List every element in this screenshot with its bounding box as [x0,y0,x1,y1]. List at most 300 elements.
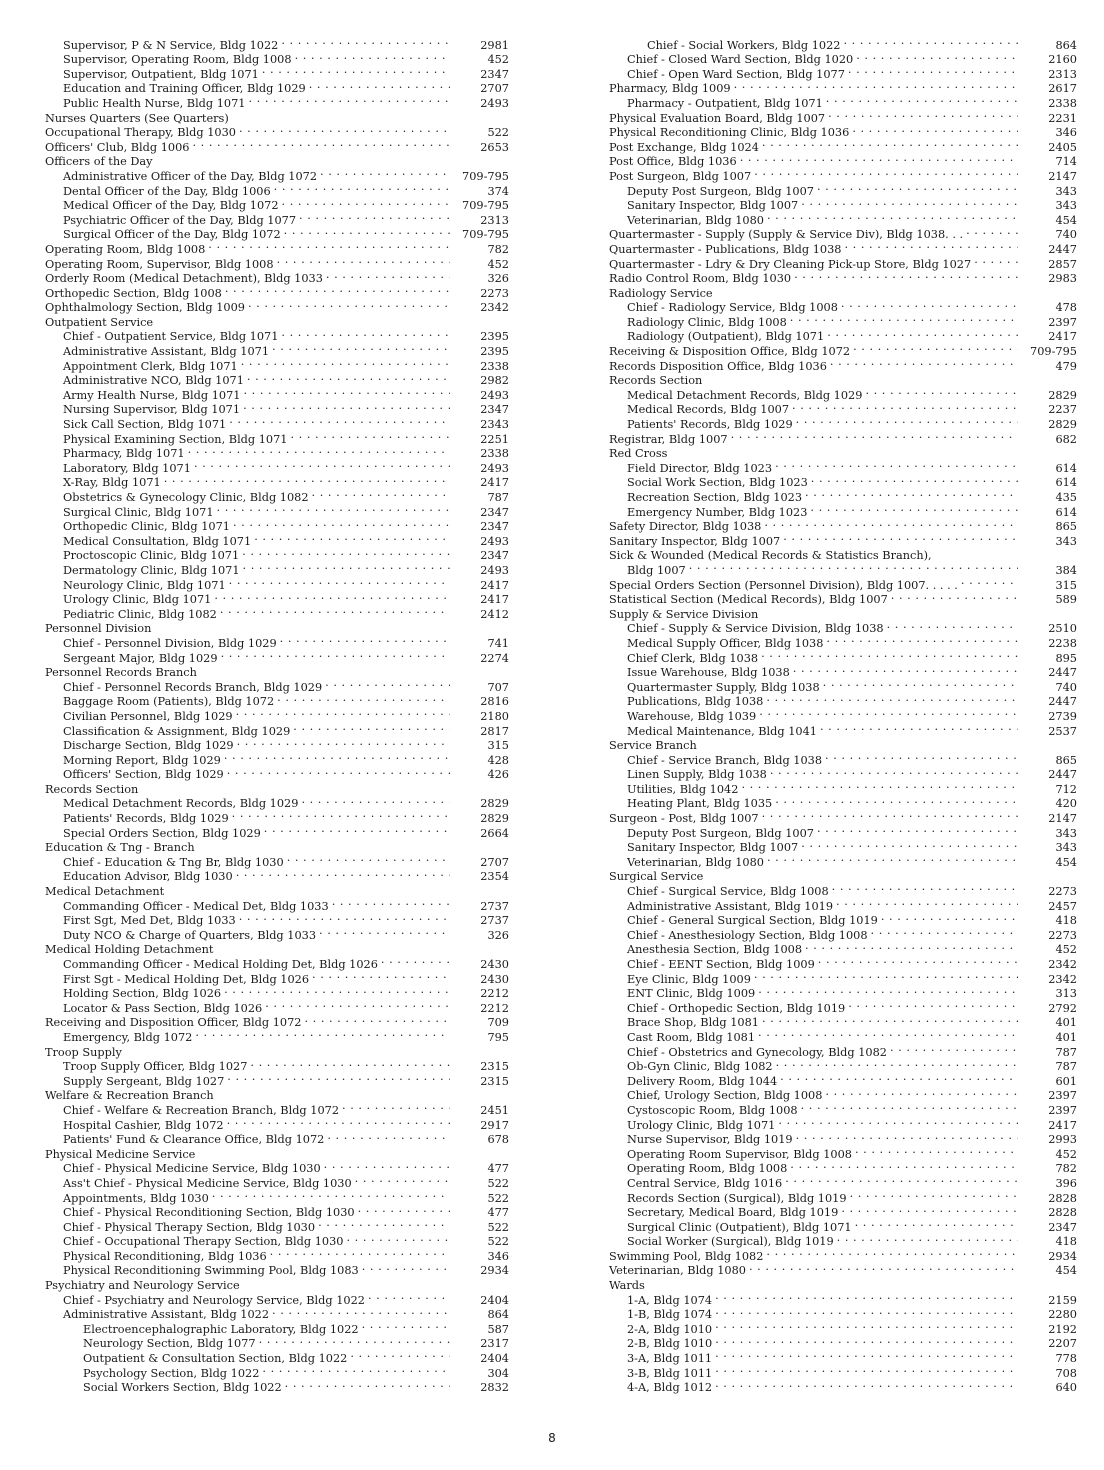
entry-label: Radiology Clinic, Bldg 1008 [627,315,787,329]
dot-leader [241,355,450,370]
entry-label: Officers' Section, Bldg 1029 [63,768,224,782]
dot-leader [217,501,450,516]
entry-label: Social Workers Section, Bldg 1022 [83,1381,282,1395]
phone-extension: 2451 [480,1103,509,1117]
entry-label: Physical Medicine Service [45,1147,196,1161]
dot-leader [309,78,450,93]
entry-label: Orthopedic Clinic, Bldg 1071 [63,520,230,534]
entry-label: Chief - Physical Therapy Section, Bldg 1030 [63,1220,316,1234]
dot-leader [368,1289,450,1304]
dot-leader [243,399,450,414]
dot-leader [670,443,1074,458]
phone-extension: 640 [1055,1381,1077,1395]
entry-label: Records Section [45,782,139,796]
phone-extension: 2983 [1048,272,1077,286]
dot-leader [761,647,1018,662]
dot-leader [966,224,1018,239]
entry-label: Veterinarian, Bldg 1080 [609,1264,746,1278]
phone-extension: 477 [487,1206,509,1220]
phone-extension: 2981 [480,38,509,52]
entry-label: Psychiatry and Neurology Service [45,1279,240,1293]
entry-label: First Sgt, Med Det, Bldg 1033 [63,914,236,928]
phone-extension: 2493 [480,461,509,475]
dot-leader [715,1362,1018,1377]
entry-label: Education & Tng - Branch [45,841,195,855]
entry-label: Supervisor, P & N Service, Bldg 1022 [63,38,279,52]
dot-leader [855,1143,1018,1158]
entry-label: Locator & Pass Section, Bldg 1026 [63,1001,263,1015]
dot-leader [324,1158,450,1173]
directory-left-column [45,34,509,1395]
dot-leader [214,589,450,604]
entry-label: Surgeon - Post, Bldg 1007 [609,812,759,826]
phone-extension: 418 [1055,914,1077,928]
phone-extension: 452 [487,257,509,271]
phone-extension: 2493 [480,563,509,577]
entry-label: 4-A, Bldg 1012 [627,1381,713,1395]
dot-leader [200,662,506,677]
entry-label: Psychiatric Officer of the Day, Bldg 1077 [63,213,297,227]
phone-extension: 782 [1055,1162,1077,1176]
phone-extension: 2934 [480,1264,509,1278]
entry-label: Administrative Assistant, Bldg 1022 [63,1308,270,1322]
dot-leader [243,384,450,399]
phone-extension: 587 [487,1322,509,1336]
phone-extension: 614 [1055,461,1077,475]
entry-label: Commanding Officer - Medical Holding Det, Bldg 1026 [63,958,378,971]
dot-leader [167,880,506,895]
entry-label: Public Health Nurse, Bldg 1071 [63,96,246,110]
phone-extension: 426 [487,768,509,782]
dot-leader [767,851,1018,866]
phone-extension: 2347 [480,505,509,519]
dot-leader [362,1318,450,1333]
phone-extension: 708 [1055,1366,1077,1380]
phone-extension: 865 [1055,520,1077,534]
dot-leader [841,297,1018,312]
entry-label: Holding Section, Bldg 1026 [63,987,222,1001]
dot-leader [706,866,1074,881]
entry-label: Administrative Officer of the Day, Bldg 1072 [63,169,318,183]
entry-label: Urology Clinic, Bldg 1071 [63,593,212,607]
dot-leader [239,910,450,925]
entry-label: Physical Reconditioning Clinic, Bldg 1036 [609,126,850,140]
entry-label: Post Exchange, Bldg 1024 [609,140,759,154]
phone-extension: 2347 [480,549,509,563]
phone-extension: 682 [1055,432,1077,446]
entry-label: Medical Maintenance, Bldg 1041 [627,724,817,738]
entry-label: Urology Clinic, Bldg 1071 [627,1118,776,1132]
phone-extension: 709-795 [462,199,509,213]
dot-leader [805,486,1018,501]
entry-label: Radiology (Outpatient), Bldg 1071 [627,330,825,344]
phone-extension: 2273 [1048,928,1077,942]
dot-leader [801,1099,1018,1114]
phone-extension: 782 [487,242,509,256]
entry-label: Occupational Therapy, Bldg 1030 [45,126,236,140]
phone-extension: 2347 [1048,1220,1077,1234]
entry-label: Administrative NCO, Bldg 1071 [63,374,244,388]
dot-leader [304,1012,450,1027]
dot-leader [801,195,1018,210]
dot-leader [318,1216,450,1231]
phone-extension: 2737 [480,914,509,928]
dot-leader [208,238,450,253]
phone-extension: 343 [1055,184,1077,198]
entry-label: Administrative Assistant, Bldg 1019 [627,899,834,913]
dot-leader [766,1245,1018,1260]
phone-extension: 2934 [1048,1249,1077,1263]
entry-label: Electroencephalographic Laboratory, Bldg 1022 [83,1322,359,1336]
dot-leader [758,1026,1018,1041]
dot-leader [156,151,506,166]
dot-leader [715,1304,1018,1319]
entry-label: Ass't Chief - Physical Medicine Service, Bldg 1030 [63,1176,352,1190]
dot-leader [195,1026,450,1041]
phone-extension: 2832 [480,1381,509,1395]
dot-leader [776,1056,1018,1071]
phone-extension: 2237 [1048,403,1077,417]
dot-leader [754,165,1018,180]
entry-label: Operating Room, Supervisor, Bldg 1008 [45,257,274,271]
dot-leader [852,122,1018,137]
dot-leader [817,822,1018,837]
entry-label: Dental Officer of the Day, Bldg 1006 [63,184,271,198]
phone-extension: 418 [1055,1235,1077,1249]
dot-leader [793,662,1018,677]
dot-leader [198,1143,506,1158]
phone-extension: 787 [1055,1045,1077,1059]
dot-leader [227,1070,450,1085]
phone-extension: 2273 [1048,885,1077,899]
dot-leader [818,953,1018,968]
dot-leader [767,209,1018,224]
phone-extension: 479 [1055,359,1077,373]
entry-label: Social Work Section, Bldg 1023 [627,476,808,490]
phone-extension: 2347 [480,403,509,417]
phone-extension: 2493 [480,534,509,548]
entry-label: Secretary, Medical Board, Bldg 1019 [627,1206,839,1220]
entry-label: Sanitary Inspector, Bldg 1007 [609,534,781,548]
directory-entry [609,457,1077,475]
entry-label: Red Cross [609,447,668,461]
entry-label: Field Director, Bldg 1023 [627,461,773,475]
entry-label: Ob-Gyn Clinic, Bldg 1082 [627,1060,773,1074]
entry-label: Quartermaster - Publications, Bldg 1038 [609,242,842,256]
dot-leader [325,676,450,691]
entry-label: Chief - General Surgical Section, Bldg 1019 [627,914,878,928]
entry-label: Veterinarian, Bldg 1080 [627,855,764,869]
entry-label: Chief - Education & Tng Br, Bldg 1030 [63,855,284,869]
dot-leader [825,749,1018,764]
phone-extension: 2857 [1048,257,1077,271]
dot-leader [236,866,450,881]
phone-extension: 2395 [480,330,509,344]
entry-label: Appointments, Bldg 1030 [63,1191,209,1205]
phone-extension: 2447 [1048,242,1077,256]
dot-leader [754,968,1018,983]
phone-extension: 315 [487,739,509,753]
entry-label: Receiving and Disposition Officer, Bldg 1072 [45,1016,302,1030]
dot-leader [327,1129,450,1144]
entry-label: Utilities, Bldg 1042 [627,782,739,796]
phone-extension: 452 [487,53,509,67]
dot-leader [194,457,450,472]
phone-extension: 2828 [1048,1206,1077,1220]
dot-leader [243,1274,506,1289]
phone-extension: 343 [1055,534,1077,548]
dot-leader [715,1377,1018,1392]
dot-leader [770,764,1018,779]
dot-leader [790,311,1018,326]
dot-leader [648,1274,1074,1289]
entry-label: 3-A, Bldg 1011 [627,1352,713,1366]
phone-extension: 2917 [480,1118,509,1132]
entry-label: Statistical Section (Medical Records), Bldg 1007 [609,593,888,607]
entry-label: Chief Clerk, Bldg 1038 [627,651,759,665]
phone-extension: 2313 [1048,67,1077,81]
phone-extension: 477 [487,1162,509,1176]
directory-heading [609,443,1077,461]
dot-leader [295,49,450,64]
dot-leader [810,501,1018,516]
phone-extension: 2347 [480,520,509,534]
dot-leader [811,472,1018,487]
dot-leader [355,1172,450,1187]
phone-extension: 2280 [1048,1308,1077,1322]
entry-label: Medical Supply Officer, Bldg 1038 [627,636,824,650]
phone-extension: 384 [1055,563,1077,577]
phone-extension: 601 [1055,1074,1077,1088]
entry-label: Education and Training Officer, Bldg 1029 [63,82,306,96]
dot-leader [817,180,1018,195]
dot-leader [828,107,1018,122]
entry-label: Anesthesia Section, Bldg 1008 [627,943,803,957]
dot-leader [259,1333,450,1348]
phone-extension: 522 [487,1176,509,1190]
dot-leader [236,705,450,720]
dot-leader [216,939,506,954]
entry-label: Outpatient & Consultation Section, Bldg 1022 [83,1352,348,1366]
dot-leader [212,1187,450,1202]
dot-leader [974,253,1018,268]
dot-leader [759,705,1018,720]
phone-extension: 2212 [480,1001,509,1015]
phone-extension: 2829 [480,812,509,826]
entry-label: Psychology Section, Bldg 1022 [83,1366,260,1380]
dot-leader [299,209,450,224]
dot-leader [243,559,450,574]
entry-label: Chief - Surgical Service, Bldg 1008 [627,885,829,899]
phone-extension: 714 [1055,155,1077,169]
entry-label: Administrative Assistant, Bldg 1071 [63,345,270,359]
entry-label: Classification & Assignment, Bldg 1029 [63,724,291,738]
dot-leader [823,676,1018,691]
phone-extension: 2430 [480,958,509,971]
dot-leader [705,370,1074,385]
phone-extension: 895 [1055,651,1077,665]
entry-label: Nursing Supervisor, Bldg 1071 [63,403,241,417]
entry-label: Commanding Officer - Medical Det, Bldg 1033 [63,899,329,913]
dot-leader [277,253,450,268]
dot-leader [274,180,450,195]
phone-extension: 740 [1055,680,1077,694]
dot-leader [762,1012,1018,1027]
entry-label: Chief - Open Ward Section, Bldg 1077 [627,67,845,81]
phone-extension: 2273 [480,286,509,300]
dot-leader [761,603,1074,618]
entry-label: Quartermaster - Supply (Supply & Service Div), Bldg 1038. . . [609,228,964,242]
page-number: 8 [548,1431,556,1445]
dot-leader [287,851,450,866]
phone-extension: 2457 [1048,899,1077,913]
dot-leader [848,63,1018,78]
dot-leader [841,1202,1018,1217]
entry-label: Chief, Urology Section, Bldg 1008 [627,1089,823,1103]
phone-extension: 326 [487,928,509,942]
dot-leader [237,735,450,750]
entry-label: Heating Plant, Bldg 1035 [627,797,773,811]
dot-leader [801,837,1018,852]
phone-extension: 2417 [480,476,509,490]
dot-leader [285,1377,450,1392]
dot-leader [890,1041,1018,1056]
dot-leader [805,939,1018,954]
phone-extension: 2342 [1048,972,1077,986]
entry-label: ENT Clinic, Bldg 1009 [627,987,756,1001]
entry-label: Hospital Cashier, Bldg 1072 [63,1118,224,1132]
entry-label: Officers' Club, Bldg 1006 [45,140,190,154]
phone-extension: 452 [1055,1147,1077,1161]
entry-label: Supply Sergeant, Bldg 1027 [63,1074,225,1088]
phone-extension: 2207 [1048,1337,1077,1351]
phone-extension: 2274 [480,651,509,665]
directory-entry [45,34,509,52]
dot-leader [272,340,450,355]
entry-label: Orderly Room (Medical Detachment), Bldg 1033 [45,272,323,286]
phone-extension: 2417 [480,578,509,592]
phone-extension: 2707 [480,82,509,96]
entry-label: Chief - Occupational Therapy Section, Bldg 1030 [63,1235,344,1249]
entry-label: Chief - Outpatient Service, Bldg 1071 [63,330,279,344]
entry-label: Brace Shop, Bldg 1081 [627,1016,759,1030]
entry-label: Supervisor, Outpatient, Bldg 1071 [63,67,259,81]
phone-extension: 2447 [1048,666,1077,680]
dot-leader [188,443,450,458]
phone-extension: 589 [1055,593,1077,607]
dot-leader [775,457,1018,472]
dot-leader [293,720,450,735]
dot-leader [961,574,1018,589]
entry-label: Appointment Clerk, Bldg 1071 [63,359,238,373]
phone-extension: 709 [487,1016,509,1030]
dot-leader [264,822,450,837]
entry-label: Chief - Psychiatry and Neurology Service, Bldg 1022 [63,1293,365,1307]
dot-leader [154,618,506,633]
dot-leader [845,238,1019,253]
dot-leader [229,574,450,589]
phone-extension: 343 [1055,826,1077,840]
dot-leader [198,837,506,852]
dot-leader [826,632,1018,647]
entry-label: Medical Detachment Records, Bldg 1029 [627,388,863,402]
dot-leader [156,311,506,326]
dot-leader [320,165,450,180]
entry-label: Social Worker (Surgical), Bldg 1019 [627,1235,834,1249]
directory-right-column [609,34,1077,1395]
entry-label: Patients' Records, Bldg 1029 [63,812,229,826]
entry-label: Operating Room Supervisor, Bldg 1008 [627,1147,852,1161]
dot-leader [716,282,1074,297]
entry-label: Surgical Clinic (Outpatient), Bldg 1071 [627,1220,852,1234]
dot-leader [715,1318,1018,1333]
entry-label: 2-A, Bldg 1010 [627,1322,713,1336]
phone-extension: 2354 [480,870,509,884]
entry-label: Nurse Supervisor, Bldg 1019 [627,1133,793,1147]
phone-extension: 740 [1055,228,1077,242]
dot-leader [855,1216,1018,1231]
directory-entry [609,1289,1077,1307]
entry-label: Baggage Room (Patients), Bldg 1072 [63,695,275,709]
entry-label: Supply & Service Division [609,607,759,621]
phone-extension: 2707 [480,855,509,869]
entry-label: Neurology Section, Bldg 1077 [83,1337,256,1351]
entry-label: Chief - Physical Reconditioning Section, Bldg 1030 [63,1206,355,1220]
phone-extension: 2192 [1048,1322,1077,1336]
entry-label: Deputy Post Surgeon, Bldg 1007 [627,184,814,198]
entry-label: Dermatology Clinic, Bldg 1071 [63,563,240,577]
phone-extension: 795 [487,1030,509,1044]
phone-extension: 2617 [1048,82,1077,96]
dot-leader [887,618,1018,633]
dot-leader [785,1172,1018,1187]
entry-label: Chief - EENT Section, Bldg 1009 [627,958,815,971]
dot-leader [790,1158,1018,1173]
entry-label: Quartermaster - Ldry & Dry Cleaning Pick-up Store, Bldg 1027 [609,257,972,271]
dot-leader [281,326,450,341]
dot-leader [362,1260,450,1275]
entry-label: 2-B, Bldg 1010 [627,1337,713,1351]
dot-leader [242,545,450,560]
phone-extension: 2417 [1048,1118,1077,1132]
entry-label: Nurses Quarters (See Quarters) [45,111,229,125]
phone-extension: 2828 [1048,1191,1077,1205]
dot-leader [715,1289,1018,1304]
entry-label: Welfare & Recreation Branch [45,1089,214,1103]
dot-leader [224,983,450,998]
phone-extension: 315 [1055,578,1077,592]
phone-extension: 2231 [1048,111,1077,125]
entry-label: Medical Records, Bldg 1007 [627,403,790,417]
phone-extension: 2447 [1048,695,1077,709]
dot-leader [250,1056,450,1071]
dot-leader [346,1231,450,1246]
phone-extension: 864 [1055,38,1077,52]
phone-extension: 787 [1055,1060,1077,1074]
entry-label: Sanitary Inspector, Bldg 1007 [627,199,799,213]
dot-leader [820,720,1018,735]
dot-leader [233,516,450,531]
dot-leader [935,545,1074,560]
entry-label: Physical Evaluation Board, Bldg 1007 [609,111,826,125]
entry-label: Chief - Radiology Service, Bldg 1008 [627,301,838,315]
dot-leader [342,1099,450,1114]
dot-leader [830,355,1018,370]
dot-leader [856,49,1018,64]
phone-extension: 2147 [1048,812,1077,826]
dot-leader [826,92,1018,107]
phone-extension: 454 [1055,1264,1077,1278]
